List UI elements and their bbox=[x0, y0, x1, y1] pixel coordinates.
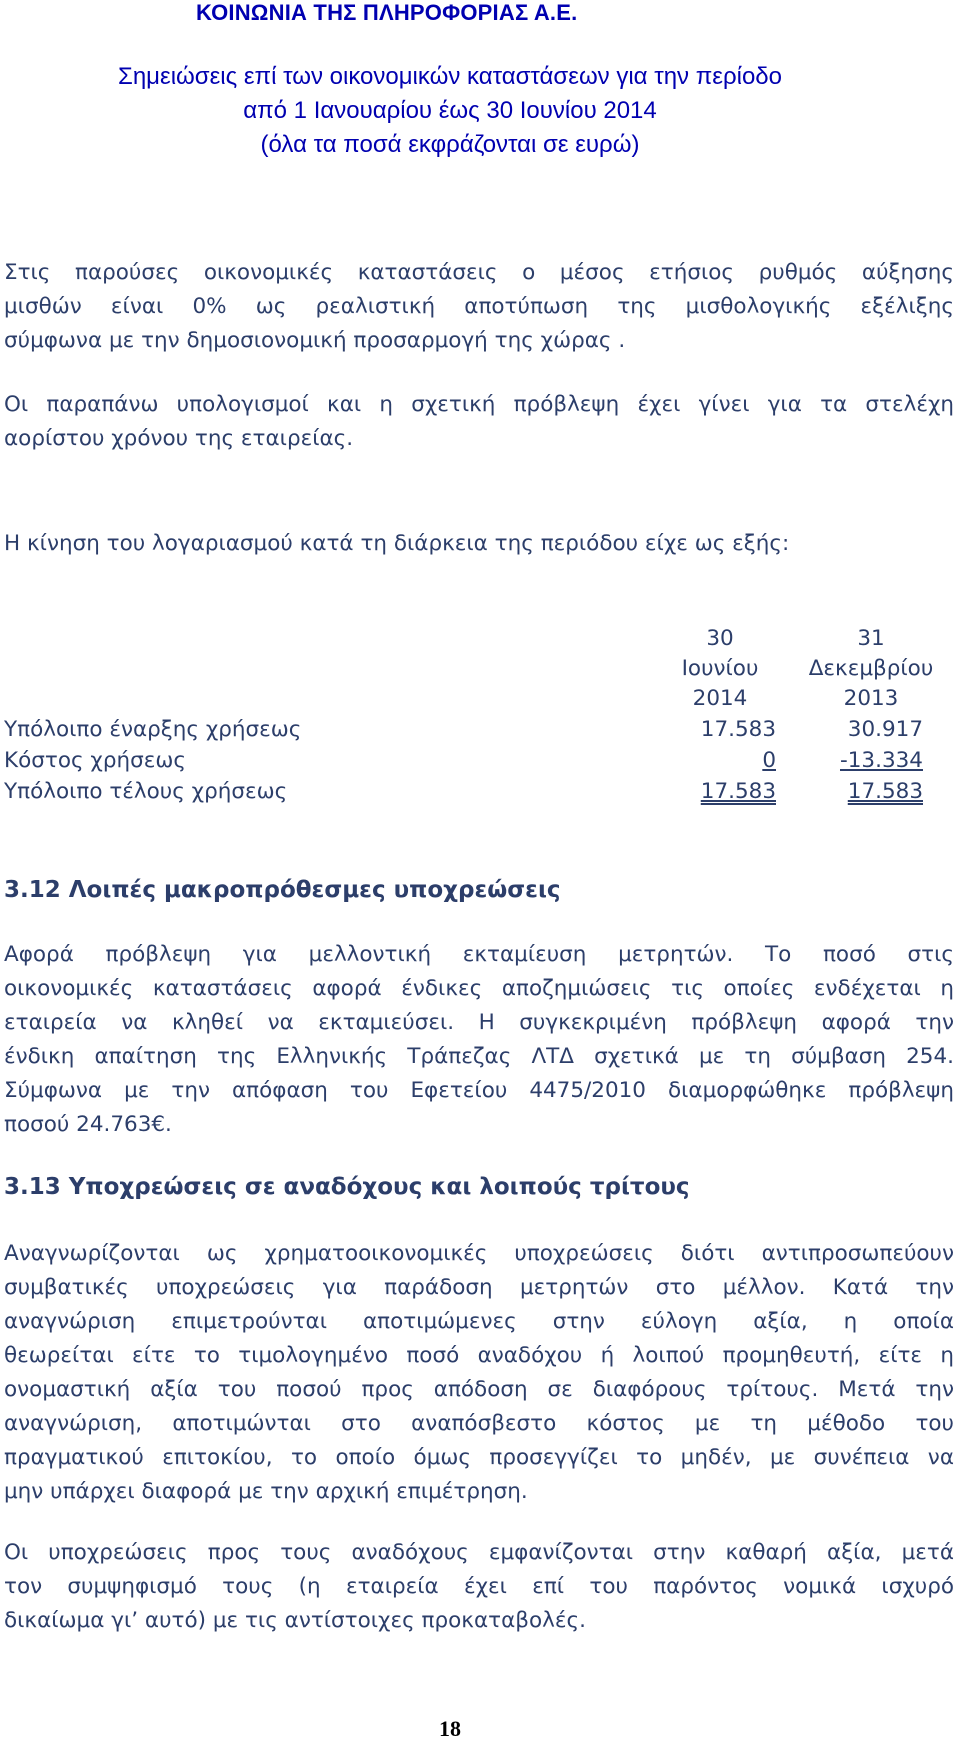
text-line: αναγνώριση, αποτιμώνται στο αναπόσβεστο κόστος με τη μέθοδο του bbox=[4, 1411, 954, 1436]
table-cell bbox=[780, 777, 923, 807]
header-text: 31 bbox=[857, 626, 885, 651]
notes-heading-line1: Σημειώσεις επί των οικονομικών καταστάσεων για την περίοδο bbox=[117, 63, 783, 90]
text-line: συμβατικές υποχρεώσεις για παράδοση μετρητών στο μέλλον. Κατά την bbox=[4, 1275, 954, 1300]
company-name: ΚΟΙΝΩΝΙΑ ΤΗΣ ΠΛΗΡΟΦΟΡΙΑΣ Α.Ε. bbox=[196, 0, 578, 25]
header-text: Δεκεμβρίου bbox=[808, 656, 934, 681]
text-line: εταιρεία να κληθεί να εκταμιεύσει. Η συγκεκριμένη πρόβλεψη αφορά την bbox=[4, 1010, 954, 1035]
section-3-13-paragraph-2 bbox=[4, 1536, 954, 1638]
text-line: θεωρείται είτε το τιμολογημένο ποσό αναδόχου ή λοιπού προμηθευτή, είτε η bbox=[4, 1343, 954, 1368]
table-cell bbox=[640, 746, 776, 776]
text-line: ονομαστική αξία του ποσού προς απόδοση σε διαφόρους τρίτους. Μετά την bbox=[4, 1377, 954, 1402]
cell-value: 17.583 bbox=[847, 779, 923, 804]
notes-heading-line2: από 1 Ιανουαρίου έως 30 Ιουνίου 2014 bbox=[243, 97, 657, 124]
column-header-2014 bbox=[660, 624, 780, 714]
text-line: αναγνώριση επιμετρούνται αποτιμώμενες στην εύλογη αξία, η οποία bbox=[4, 1309, 954, 1334]
text-line: πραγματικού επιτοκίου, το οποίο όμως προσεγγίζει το μηδέν, με συνέπεια να bbox=[4, 1445, 954, 1470]
header-text: 2013 bbox=[843, 686, 899, 711]
salary-growth-paragraph bbox=[4, 256, 954, 358]
text-line: Αναγνωρίζονται ως χρηματοοικονομικές υποχρεώσεις διότι αντιπροσωπεύουν bbox=[4, 1241, 954, 1266]
cell-value: 17.583 bbox=[700, 779, 776, 804]
text-line: δικαίωμα γι’ αυτό) με τις αντίστοιχες προκαταβολές. bbox=[4, 1608, 586, 1633]
text-line: Οι παραπάνω υπολογισμοί και η σχετική πρόβλεψη έχει γίνει για τα στελέχη bbox=[4, 392, 954, 417]
text-line: Αφορά πρόβλεψη για μελλοντική εκταμίευση μετρητών. Το ποσό στις bbox=[4, 942, 954, 967]
table-cell: 17.583 bbox=[700, 717, 776, 742]
section-3-12-paragraph bbox=[4, 938, 954, 1142]
header-text: 2014 bbox=[692, 686, 748, 711]
cell-value: 0 bbox=[762, 748, 776, 773]
page-number: 18 bbox=[439, 1716, 461, 1741]
cell-value: -13.334 bbox=[840, 748, 923, 773]
table-row-label: Υπόλοιπο έναρξης χρήσεως bbox=[4, 717, 302, 742]
table-row-label: Κόστος χρήσεως bbox=[4, 748, 186, 773]
section-3-13-paragraph-1 bbox=[4, 1237, 954, 1509]
text-line: μην υπάρχει διαφορά με την αρχική επιμέτρηση. bbox=[4, 1479, 528, 1504]
text-line: Στις παρούσες οικονομικές καταστάσεις ο μέσος ετήσιος ρυθμός αύξησης bbox=[4, 260, 954, 285]
text-line: οικονομικές καταστάσεις αφορά ένδικες αποζημιώσεις τις οποίες ενδέχεται η bbox=[4, 976, 954, 1001]
text-line: αορίστου χρόνου της εταιρείας. bbox=[4, 426, 354, 451]
header-text: 30 bbox=[706, 626, 734, 651]
text-line: σύμφωνα με την δημοσιονομική προσαρμογή της χώρας . bbox=[4, 328, 626, 353]
section-title-3-12: 3.12 Λοιπές μακροπρόθεσμες υποχρεώσεις bbox=[4, 877, 561, 903]
text-line: τον συμψηφισμό τους (η εταιρεία έχει επί του παρόντος νομικά ισχυρό bbox=[4, 1574, 954, 1599]
movement-intro: Η κίνηση του λογαριασμού κατά τη διάρκεια της περιόδου είχε ως εξής: bbox=[4, 531, 790, 556]
text-line: Σύμφωνα με την απόφαση του Εφετείου 4475/2010 διαμορφώθηκε πρόβλεψη bbox=[4, 1078, 954, 1103]
table-cell: 30.917 bbox=[847, 717, 923, 742]
table-row-label: Υπόλοιπο τέλους χρήσεως bbox=[4, 779, 288, 804]
table-cell bbox=[640, 777, 776, 807]
text-line: ποσού 24.763€. bbox=[4, 1112, 172, 1137]
table-cell bbox=[780, 746, 923, 776]
text-line: μισθών είναι 0% ως ρεαλιστική αποτύπωση της μισθολογικής εξέλιξης bbox=[4, 294, 954, 319]
column-header-2013 bbox=[796, 624, 946, 714]
section-title-3-13: 3.13 Υποχρεώσεις σε αναδόχους και λοιπούς τρίτους bbox=[4, 1174, 690, 1200]
header-text: Ιουνίου bbox=[681, 656, 759, 681]
calculations-paragraph bbox=[4, 388, 954, 456]
text-line: Οι υποχρεώσεις προς τους αναδόχους εμφανίζονται στην καθαρή αξία, μετά bbox=[4, 1540, 954, 1565]
notes-heading-line3: (όλα τα ποσά εκφράζονται σε ευρώ) bbox=[260, 131, 640, 158]
text-line: ένδικη απαίτηση της Ελληνικής Τράπεζας ΛΤΔ σχετικά με τη σύμβαση 254. bbox=[4, 1044, 954, 1069]
